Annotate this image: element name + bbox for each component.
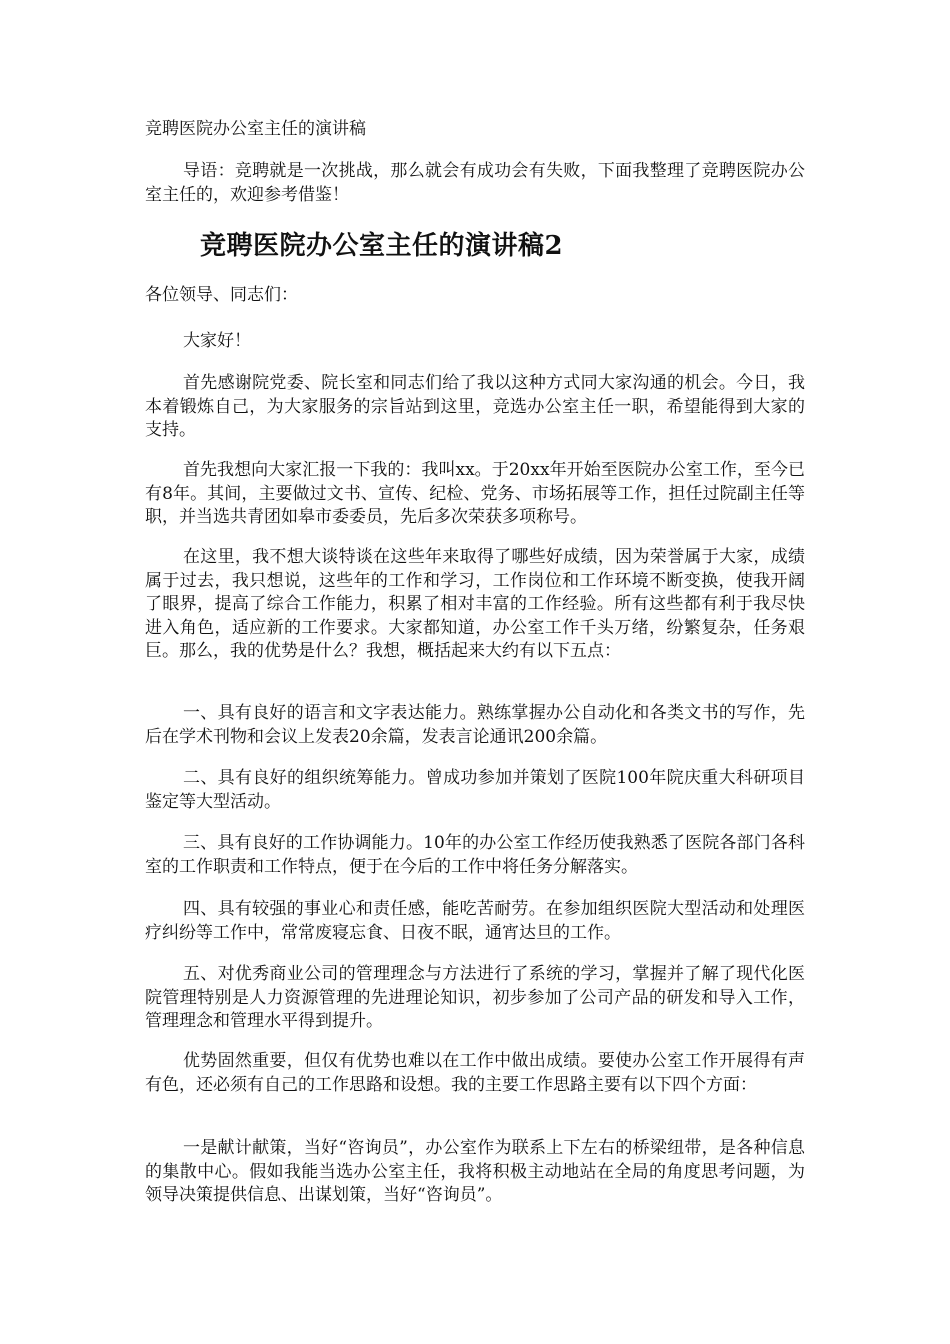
body-paragraph-10: 一是献计献策，当好“咨询员”，办公室作为联系上下左右的桥梁纽带，是各种信息的集散中心。假如我能当选办公室主任，我将积极主动地站在全局的角度思考问题，为领导决策提供信息、出谋划策，当好“咨询员”。	[145, 1138, 805, 1205]
body-paragraph-3: 在这里，我不想大谈特谈在这些年来取得了哪些好成绩，因为荣誉属于大家，成绩属于过去，我只想说，这些年的工作和学习，工作岗位和工作环境不断变换，使我开阔了眼界，提高了综合工作能力，积累了相对丰富的工作经验。所有这些都有利于我尽快进入角色，适应新的工作要求。大家都知道，办公室工作千头万绪，纷繁复杂，任务艰巨。那么，我的优势是什么？我想，概括起来大约有以下五点：	[145, 547, 805, 661]
body-paragraph-6: 三、具有良好的工作协调能力。10年的办公室工作经历使我熟悉了医院各部门各科室的工作职责和工作特点，便于在今后的工作中将任务分解落实。	[145, 833, 805, 877]
body-paragraph-1: 首先感谢院党委、院长室和同志们给了我以这种方式同大家沟通的机会。今日，我本着锻炼自己，为大家服务的宗旨站到这里，竞选办公室主任一职，希望能得到大家的支持。	[145, 373, 805, 440]
body-paragraph-9: 优势固然重要，但仅有优势也难以在工作中做出成绩。要使办公室工作开展得有声有色，还必须有自己的工作思路和设想。我的主要工作思路主要有以下四个方面：	[145, 1051, 805, 1095]
salutation: 各位领导、同志们：	[145, 285, 298, 305]
body-paragraph-2: 首先我想向大家汇报一下我的：我叫xx。于20xx年开始至医院办公室工作，至今已有8年。其间，主要做过文书、宣传、纪检、党务、市场拓展等工作，担任过院副主任等职，并当选共青团如皋市委委员，先后多次荣获多项称号。	[145, 460, 805, 527]
intro-paragraph: 导语：竞聘就是一次挑战，那么就会有成功会有失败，下面我整理了竞聘医院办公室主任的，欢迎参考借鉴！	[145, 161, 805, 205]
greeting: 大家好！	[183, 331, 251, 351]
speech-heading: 竞聘医院办公室主任的演讲稿2	[200, 231, 564, 261]
body-paragraph-8: 五、对优秀商业公司的管理理念与方法进行了系统的学习，掌握并了解了现代化医院管理特别是人力资源管理的先进理论知识，初步参加了公司产品的研发和导入工作，管理理念和管理水平得到提升。	[145, 964, 805, 1031]
body-paragraph-4: 一、具有良好的语言和文字表达能力。熟练掌握办公自动化和各类文书的写作，先后在学术刊物和会议上发表20余篇，发表言论通讯200余篇。	[145, 703, 805, 747]
document-title: 竞聘医院办公室主任的演讲稿	[145, 119, 366, 139]
body-paragraph-7: 四、具有较强的事业心和责任感，能吃苦耐劳。在参加组织医院大型活动和处理医疗纠纷等工作中，常常废寝忘食、日夜不眠，通宵达旦的工作。	[145, 899, 805, 943]
body-paragraph-5: 二、具有良好的组织统筹能力。曾成功参加并策划了医院100年院庆重大科研项目鉴定等大型活动。	[145, 768, 805, 812]
